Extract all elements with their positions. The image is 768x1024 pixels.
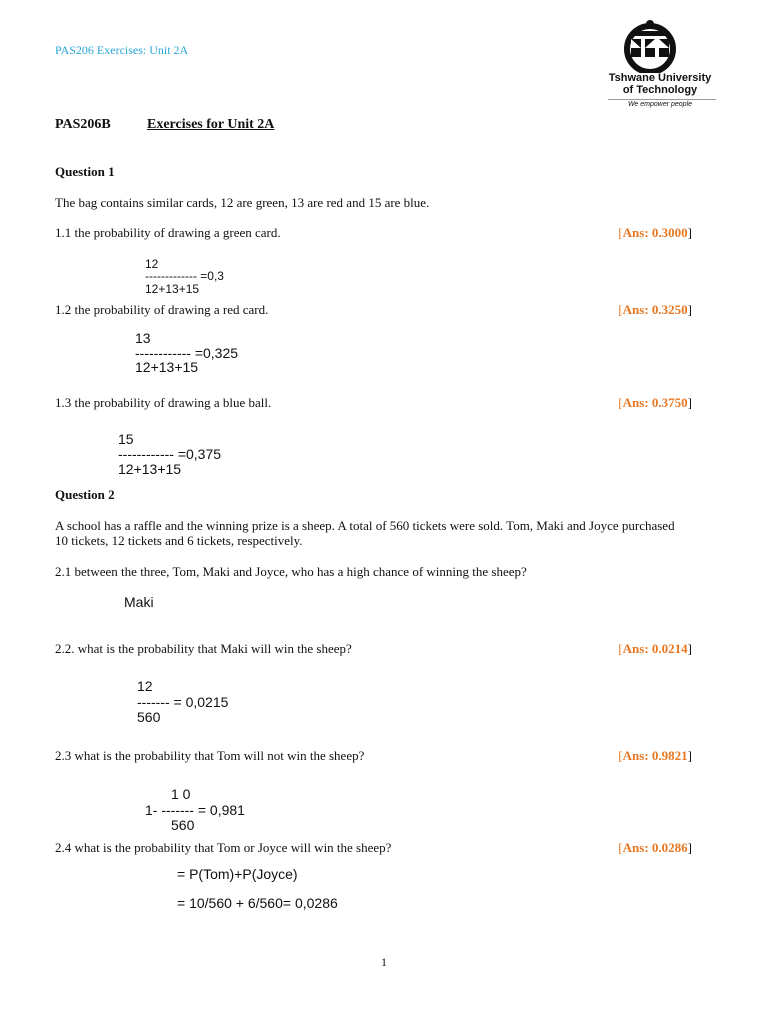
question-1-heading: Question 1: [55, 164, 115, 179]
work-2-4-line-2: = 10/560 + 6/560= 0,0286: [177, 895, 338, 911]
work-1-2-denominator: 12+13+15: [135, 359, 199, 375]
item-1-3-answer: [Ans: 0.3750]: [618, 395, 692, 410]
question-2-heading: Question 2: [55, 487, 115, 502]
work-1-1-fraction-line: ------------- =0,3: [145, 269, 224, 283]
question-1-intro: The bag contains similar cards, 12 are green, 13 are red and 15 are blue.: [55, 195, 430, 210]
answer-value: Ans: 0.9821: [622, 748, 688, 763]
work-2-3-numerator: 1 0: [171, 786, 191, 802]
logo-line-1: Tshwane University: [608, 72, 712, 84]
item-1-2-label: 1.2 the probability of drawing a red card.: [55, 302, 269, 317]
question-2-intro: A school has a raffle and the winning prize is a sheep. A total of 560 tickets were sold. Tom, Maki and Joyce purchased 10 tickets, 12 tickets and 6 tickets, respectively.: [55, 518, 675, 548]
work-1-3-denominator: 12+13+15: [118, 461, 182, 477]
answer-value: Ans: 0.0214: [622, 641, 688, 656]
university-emblem-icon: [600, 15, 720, 73]
item-2-4-answer: [Ans: 0.0286]: [618, 840, 692, 855]
work-1-3-numerator: 15: [118, 431, 134, 447]
page-title: Exercises for Unit 2A: [147, 117, 275, 132]
logo-slogan: We empower people: [627, 101, 693, 108]
work-2-4-line-1: = P(Tom)+P(Joyce): [177, 866, 298, 882]
logo-divider: [608, 99, 716, 100]
work-1-3-fraction-line: ------------ =0,375: [118, 446, 222, 462]
work-1-1-denominator: 12+13+15: [145, 282, 200, 296]
university-logo: [600, 15, 720, 115]
item-2-3-answer: [Ans: 0.9821]: [618, 748, 692, 763]
answer-value: Ans: 0.3250: [622, 302, 688, 317]
item-2-2-answer: [Ans: 0.0214]: [618, 641, 692, 656]
work-2-2-numerator: 12: [137, 678, 153, 694]
header-note: PAS206 Exercises: Unit 2A: [55, 43, 189, 57]
item-2-3-label: 2.3 what is the probability that Tom will not win the sheep?: [55, 748, 365, 763]
logo-line-2: of Technology: [622, 84, 698, 96]
work-2-3-denominator: 560: [171, 817, 195, 833]
item-2-4-label: 2.4 what is the probability that Tom or Joyce will win the sheep?: [55, 840, 392, 855]
work-1-2-fraction-line: ------------ =0,325: [135, 345, 239, 361]
item-1-3-label: 1.3 the probability of drawing a blue ball.: [55, 395, 272, 410]
work-1-2-numerator: 13: [135, 330, 151, 346]
answer-value: Ans: 0.0286: [622, 840, 688, 855]
work-2-3-fraction-line: 1- ------- = 0,981: [145, 802, 245, 818]
work-2-1-answer: Maki: [124, 594, 154, 610]
item-2-1-label: 2.1 between the three, Tom, Maki and Joyce, who has a high chance of winning the sheep?: [55, 564, 527, 579]
answer-value: Ans: 0.3750: [622, 395, 688, 410]
work-2-2-denominator: 560: [137, 709, 161, 725]
answer-value: Ans: 0.3000: [622, 225, 688, 240]
item-1-1-label: 1.1 the probability of drawing a green card.: [55, 225, 281, 240]
work-2-2-fraction-line: ------- = 0,0215: [137, 694, 229, 710]
item-1-2-answer: [Ans: 0.3250]: [618, 302, 692, 317]
title-code: PAS206B: [55, 117, 111, 132]
item-2-2-label: 2.2. what is the probability that Maki will win the sheep?: [55, 641, 352, 656]
item-1-1-answer: [Ans: 0.3000]: [618, 225, 692, 240]
page-number: 1: [381, 955, 387, 969]
work-1-1-numerator: 12: [145, 257, 159, 271]
